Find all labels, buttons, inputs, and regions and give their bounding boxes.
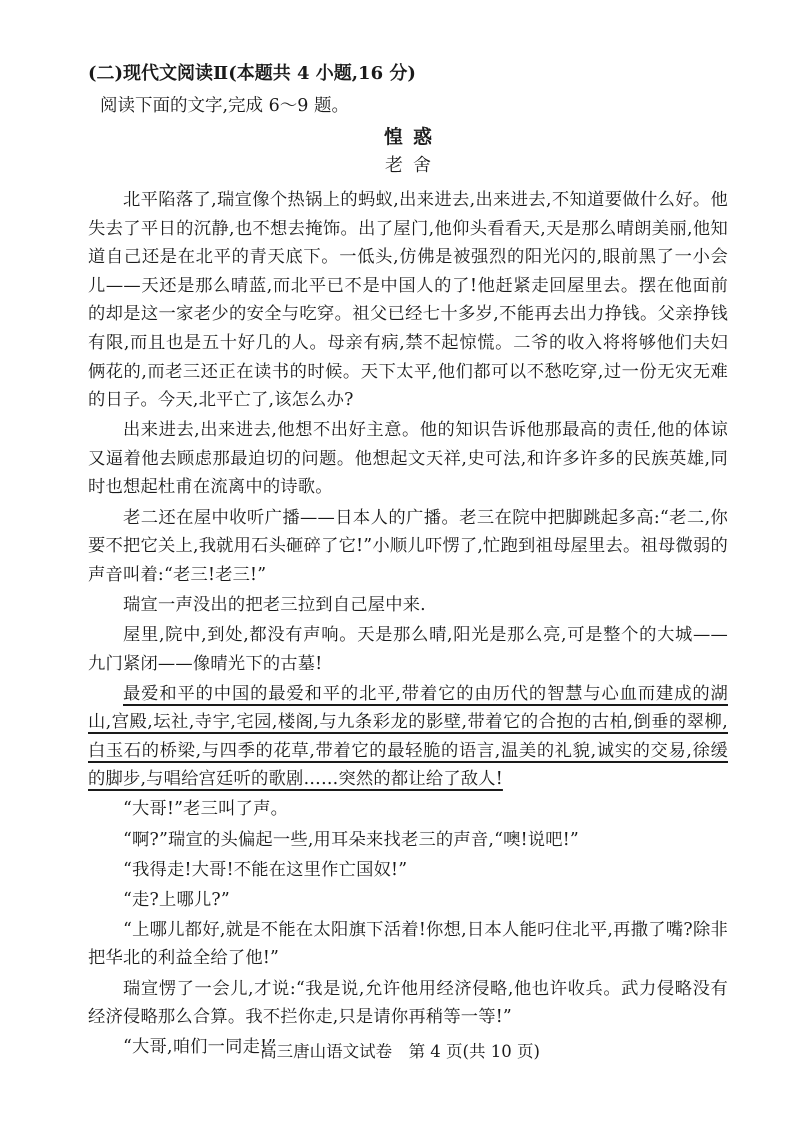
paragraph-3: 老二还在屋中收听广播——日本人的广播。老三在院中把脚跳起多高:“老二,你要不把它关上,我就用石头砸碎了它!”小顺儿吓愣了,忙跑到祖母屋里去。祖母微弱的声音叫着:“老三!老三!”	[88, 507, 728, 585]
section-title: (二)现代文阅读Ⅱ(本题共 4 小题,16 分)	[88, 63, 416, 84]
paragraph-4: 瑞宣一声没出的把老三拉到自己屋中来.	[123, 594, 426, 615]
article-author: 老舍	[385, 155, 441, 176]
page-content	[88, 60, 728, 1062]
paragraph-1: 北平陷落了,瑞宣像个热锅上的蚂蚁,出来进去,出来进去,不知道要做什么好。他失去了平日的沉静,也不想去掩饰。出了屋门,他仰头看看天,天是那么晴朗美丽,他知道自己还是在北平的青天底下。一低头,仿佛是被强烈的阳光闪的,眼前黑了一小会儿——天还是那么晴蓝,而北平已不是中国人的了!他赶紧走回屋里去。摆在他面前的却是这一家老少的安全与吃穿。祖父已经七十多岁,不能再去出力挣钱。父亲挣钱有限,而且也是五十好几的人。母亲有病,禁不起惊慌。二爷的收入将将够他们夫妇俩花的,而老三还正在读书的时候。天下太平,他们都可以不愁吃穿,过一份无灾无难的日子。今天,北平亡了,该怎么办?	[88, 190, 728, 411]
underlined-paragraph: 最爱和平的中国的最爱和平的北平,带着它的由历代的智慧与心血而建成的湖山,宫殿,坛社,寺宇,宅园,楼阁,与九条彩龙的影壁,带着它的合抱的古柏,倒垂的翠柳,白玉石的桥梁,与四季的花草,带着它的最轻脆的语言,温美的礼貌,诚实的交易,徐缓的脚步,与唱给宫廷听的歌剧……突然的都让给了敌人!	[88, 683, 728, 790]
article-title: 惶惑	[383, 126, 442, 148]
page-footer: 高三唐山语文试卷 第 4 页(共 10 页)	[260, 1042, 540, 1061]
dialogue-4: “走?上哪儿?”	[123, 889, 230, 910]
dialogue-6: 瑞宣愣了一会儿,才说:“我是说,允许他用经济侵略,他也许收兵。武力侵略没有经济侵略那么合算。我不拦你走,只是请你再稍等一等!”	[88, 978, 728, 1028]
dialogue-7: “大哥,咱们一同走!”	[123, 1037, 277, 1058]
paragraph-5: 屋里,院中,到处,都没有声响。天是那么晴,阳光是那么亮,可是整个的大城——九门紧闭——像晴光下的古墓!	[88, 624, 728, 674]
paragraph-2: 出来进去,出来进去,他想不出好主意。他的知识告诉他那最高的责任,他的体谅又逼着他去顾虑那最迫切的问题。他想起文天祥,史可法,和许多许多的民族英雄,同时也想起杜甫在流离中的诗歌。	[88, 420, 728, 498]
dialogue-1: “大哥!”老三叫了声。	[123, 799, 289, 820]
dialogue-2: “啊?”瑞宣的头偏起一些,用耳朵来找老三的声音,“噢!说吧!”	[123, 829, 579, 850]
reading-instruction: 阅读下面的文字,完成 6～9 题。	[100, 96, 349, 116]
dialogue-3: “我得走!大哥!不能在这里作亡国奴!”	[123, 859, 408, 880]
dialogue-5: “上哪儿都好,就是不能在太阳旗下活着!你想,日本人能叼住北平,再撒了嘴?除非把华北的利益全给了他!”	[88, 919, 728, 969]
